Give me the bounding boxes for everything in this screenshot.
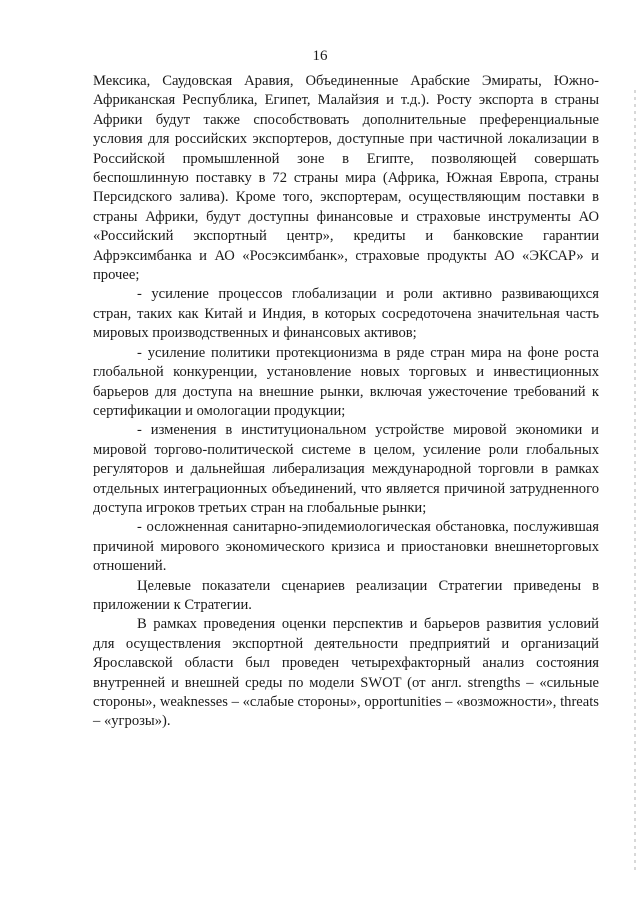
paragraph-target-indicators: Целевые показатели сценариев реализации Стратегии приведены в приложении к Стратегии.	[93, 577, 599, 613]
page-number: 16	[312, 48, 328, 64]
list-item-institutional-changes: - изменения в институциональном устройстве мировой экономики и мировой торгово-политической системе в целом, усиление роли глобальных регуляторов и дальнейшая либерализация международной торговли в рамках отдельных интеграционных объединений, что является причиной затрудненного доступа игроков третьих стран на глобальные рынки;	[93, 422, 599, 516]
paragraph-continuation: Мексика, Саудовская Аравия, Объединенные Арабские Эмираты, Южно-Африканская Республика, Египет, Малайзия и т.д.). Росту экспорта в страны Африки будут также способствовать дополнительные преференциальные условия для российских экспортеров, доступные при частичной локализации в Российской промышленной зоне в Египте, позволяющей совершать беспошлинную поставку в 72 страны мира (Африка, Южная Европа, страны Персидского залива). Кроме того, экспортерам, осуществляющим поставки в страны Африки, будут доступны финансовые и страховые инструменты АО «Российский экспортный центр», кредиты и банковские гарантии Афрэксимбанка и АО «Росэксимбанк», страховые продукты АО «ЭКСАР» и прочее;	[93, 73, 599, 284]
body-text	[93, 72, 599, 732]
scan-edge-artifact	[634, 90, 636, 870]
list-item-epidemiological: - осложненная санитарно-эпидемиологическая обстановка, послужившая причиной мирового экономического кризиса и приостановки внешнеторговых отношений.	[93, 519, 599, 575]
list-item-protectionism: - усиление политики протекционизма в ряде стран мира на фоне роста глобальной конкуренции, установление новых торговых и инвестиционных барьеров для доступа на внешние рынки, включая ужесточение требований к сертификации и омологации продукции;	[93, 344, 599, 419]
paragraph-swot-analysis: В рамках проведения оценки перспектив и барьеров развития условий для осуществления экспортной деятельности предприятий и организаций Ярославской области был проведен четырехфакторный анализ состояния внутренней и внешней среды по модели SWOT (от англ. strengths – «сильные стороны», weaknesses – «слабые стороны», opportunities – «возможности», threats – «угрозы»).	[93, 616, 599, 730]
list-item-globalization: - усиление процессов глобализации и роли активно развивающихся стран, таких как Китай и Индия, в которых сосредоточена значительная часть мировых производственных и финансовых активов;	[93, 286, 599, 342]
